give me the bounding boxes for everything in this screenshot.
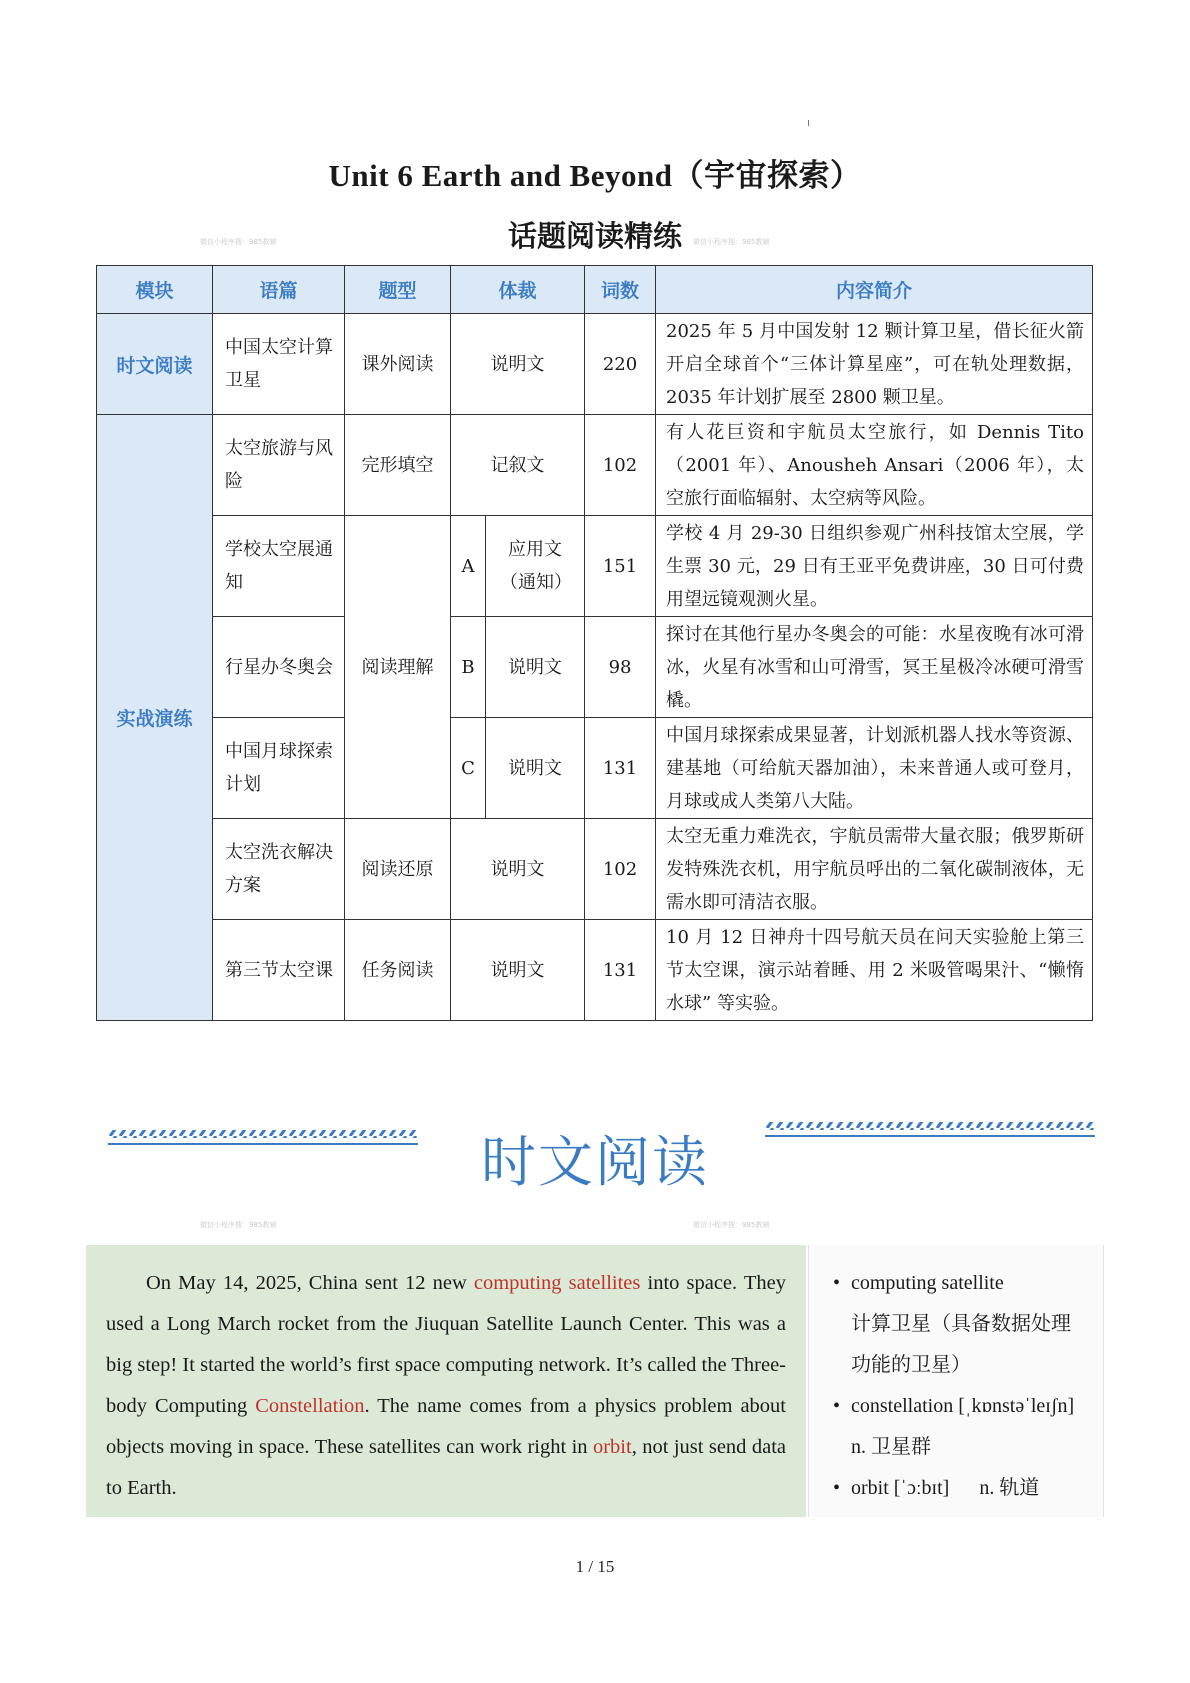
passage-cell: 中国月球探索计划: [213, 718, 345, 819]
passage-text: On May 14, 2025, China sent 12 new: [146, 1272, 474, 1294]
table-row: [97, 415, 1093, 516]
genre-cell: 说明文: [451, 920, 585, 1021]
summary-cell: 探讨在其他行星办冬奥会的可能：水星夜晚有冰可滑冰，火星有冰雪和山可滑雪，冥王星极冷冰硬可滑雪橇。: [656, 617, 1093, 718]
summary-cell: 学校 4 月 29-30 日组织参观广州科技馆太空展，学生票 30 元，29 日有王亚平免费讲座，30 日可付费用望远镜观测火星。: [656, 516, 1093, 617]
table-row: [97, 314, 1093, 415]
passage-text: , not just send data to Earth.: [106, 1436, 786, 1499]
module-cell: 时文阅读: [97, 314, 213, 415]
genre-cell: 说明文: [486, 718, 585, 819]
genre-cell: 说明文: [451, 819, 585, 920]
vocab-term: orbit [ˈɔːbɪt]: [851, 1477, 950, 1499]
vocab-item: [833, 1468, 1089, 1509]
word-count-cell: 102: [585, 819, 656, 920]
summary-cell: 太空无重力难洗衣，宇航员需带大量衣服；俄罗斯研发特殊洗衣机，用宇航员呼出的二氧化碳制液体，无需水即可清洁衣服。: [656, 819, 1093, 920]
word-count-cell: 131: [585, 920, 656, 1021]
header-module: 模块: [97, 266, 213, 314]
passage-cell: 学校太空展通知: [213, 516, 345, 617]
passage-cell: 第三节太空课: [213, 920, 345, 1021]
header-summary: 内容简介: [656, 266, 1093, 314]
passage-cell: 中国太空计算卫星: [213, 314, 345, 415]
part-cell: B: [451, 617, 486, 718]
overview-table: [96, 265, 1093, 1021]
summary-cell: 有人花巨资和宇航员太空旅行，如 Dennis Tito（2001 年）、Anousheh Ansari（2006 年），太空旅行面临辐射、太空病等风险。: [656, 415, 1093, 516]
vocab-highlight: orbit: [592, 1436, 632, 1458]
table-row: [97, 516, 1093, 617]
word-count-cell: 131: [585, 718, 656, 819]
table-row: [97, 819, 1093, 920]
watermark: 微信小程序搜：985教辅: [693, 238, 770, 246]
passage-text: . The name comes from a physics problem about objects moving in space. These satellites can work right in: [106, 1395, 786, 1458]
vocab-item: [833, 1263, 1089, 1304]
vocabulary-notes: [808, 1245, 1104, 1517]
section-title: 时文阅读: [480, 1130, 709, 1194]
vocab-definition: n. 轨道: [979, 1477, 1040, 1499]
word-count-cell: 102: [585, 415, 656, 516]
watermark: 微信小程序搜：985教辅: [693, 1221, 770, 1229]
header-question-type: 题型: [345, 266, 451, 314]
genre-cell: 记叙文: [451, 415, 585, 516]
watermark: 微信小程序搜：985教辅: [200, 238, 277, 246]
table-header-row: [97, 266, 1093, 314]
margin-tick: [808, 120, 809, 126]
genre-cell: 说明文: [451, 314, 585, 415]
passage-cell: 太空洗衣解决方案: [213, 819, 345, 920]
summary-cell: 10 月 12 日神舟十四号航天员在问天实验舱上第三节太空课，演示站着睡、用 2 米吸管喝果汁、“懒惰水球” 等实验。: [656, 920, 1093, 1021]
word-count-cell: 151: [585, 516, 656, 617]
header-word-count: 词数: [585, 266, 656, 314]
vocab-definition: 计算卫星（具备数据处理功能的卫星）: [851, 1313, 1071, 1376]
question-type-cell: 完形填空: [345, 415, 451, 516]
page-subtitle: 话题阅读精练: [507, 219, 682, 253]
header-passage: 语篇: [213, 266, 345, 314]
word-count-cell: 220: [585, 314, 656, 415]
table-row: [97, 718, 1093, 819]
vocab-highlight: computing satellites: [473, 1272, 641, 1294]
header-genre: 体裁: [451, 266, 585, 314]
vocab-term: computing satellite: [851, 1272, 1004, 1294]
part-cell: A: [451, 516, 486, 617]
watermark: 微信小程序搜：985教辅: [200, 1221, 277, 1229]
vocab-term: constellation [ˌkɒnstəˈleɪʃn]: [851, 1395, 1075, 1417]
table-row: [97, 920, 1093, 1021]
module-cell: 实战演练: [97, 415, 213, 1021]
genre-cell: 应用文（通知）: [486, 516, 585, 617]
question-type-cell: 阅读还原: [345, 819, 451, 920]
summary-cell: 中国月球探索成果显著，计划派机器人找水等资源、建基地（可给航天器加油），未来普通人或可登月，月球或成人类第八大陆。: [656, 718, 1093, 819]
vocab-highlight: Constellation: [255, 1395, 365, 1417]
genre-cell: 说明文: [486, 617, 585, 718]
passage-cell: 行星办冬奥会: [213, 617, 345, 718]
page-number: 1 / 15: [575, 1557, 615, 1576]
vocab-item: [833, 1386, 1089, 1427]
table-row: [97, 617, 1093, 718]
reading-passage: [86, 1245, 806, 1517]
bullet-icon: •: [833, 1477, 841, 1499]
summary-cell: 2025 年 5 月中国发射 12 颗计算卫星，借长征火箭开启全球首个“三体计算星座”，可在轨处理数据，2035 年计划扩展至 2800 颗卫星。: [656, 314, 1093, 415]
passage-text: into space. They used a Long March rocket from the Jiuquan Satellite Launch Center. This was a big step! It started the world’s first space computing network. It’s called the Three-body Computing: [106, 1272, 786, 1417]
page-title: Unit 6 Earth and Beyond（宇宙探索）: [328, 158, 862, 193]
word-count-cell: 98: [585, 617, 656, 718]
passage-cell: 太空旅游与风险: [213, 415, 345, 516]
part-cell: C: [451, 718, 486, 819]
bullet-icon: •: [833, 1395, 841, 1417]
question-type-cell: 任务阅读: [345, 920, 451, 1021]
bullet-icon: •: [833, 1272, 841, 1294]
question-type-cell: 阅读理解: [345, 516, 451, 819]
vocab-definition: n. 卫星群: [851, 1436, 931, 1458]
question-type-cell: 课外阅读: [345, 314, 451, 415]
